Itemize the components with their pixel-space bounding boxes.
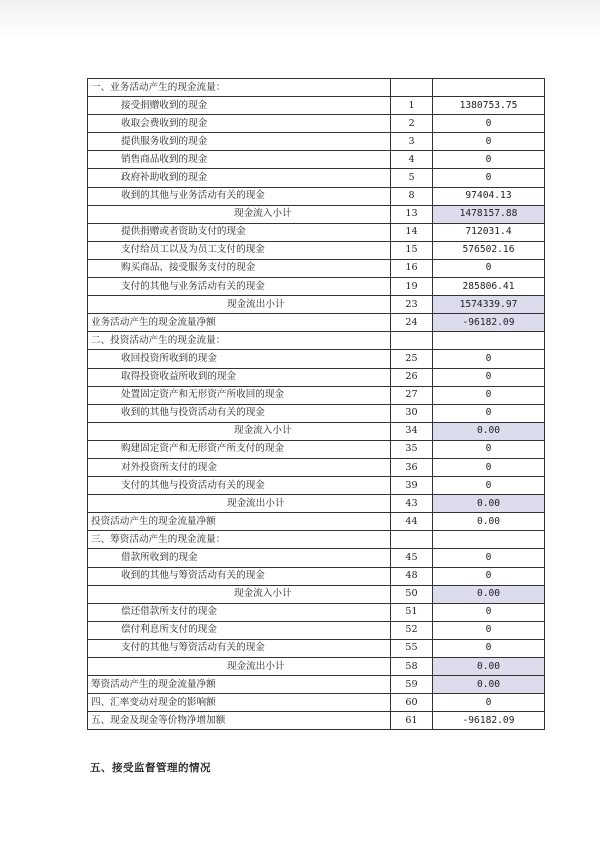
table-row — [88, 115, 545, 133]
row-line-number: 19 — [391, 278, 433, 296]
table-row — [88, 531, 545, 549]
row-label: 支付的其他与业务活动有关的现金 — [88, 278, 391, 296]
row-label: 处置固定资产和无形资产所收回的现金 — [88, 386, 391, 404]
row-label: 现金流入小计 — [88, 422, 391, 440]
table-row — [88, 513, 545, 531]
table-row — [88, 567, 545, 585]
scan-shadow — [0, 0, 600, 40]
table-row — [88, 241, 545, 259]
table-row — [88, 296, 545, 314]
row-line-number: 13 — [391, 205, 433, 223]
row-amount: 1380753.75 — [433, 97, 545, 115]
row-label: 四、汇率变动对现金的影响额 — [88, 694, 391, 712]
row-label: 偿还借款所支付的现金 — [88, 603, 391, 621]
row-amount: 0 — [433, 350, 545, 368]
row-line-number: 8 — [391, 187, 433, 205]
row-amount: 1574339.97 — [433, 296, 545, 314]
row-line-number: 36 — [391, 458, 433, 476]
row-line-number: 48 — [391, 567, 433, 585]
table-row — [88, 440, 545, 458]
row-label: 收到的其他与投资活动有关的现金 — [88, 404, 391, 422]
row-amount: 0 — [433, 133, 545, 151]
row-label: 取得投资收益所收到的现金 — [88, 368, 391, 386]
row-amount: 0 — [433, 259, 545, 277]
row-line-number: 59 — [391, 676, 433, 694]
row-amount: 0 — [433, 368, 545, 386]
row-amount: 0.00 — [433, 658, 545, 676]
row-line-number: 26 — [391, 368, 433, 386]
table-row — [88, 495, 545, 513]
row-line-number: 25 — [391, 350, 433, 368]
row-amount: 0 — [433, 151, 545, 169]
table-row — [88, 187, 545, 205]
row-amount: 0 — [433, 549, 545, 567]
table-row — [88, 205, 545, 223]
row-amount: 0 — [433, 169, 545, 187]
row-label: 收到的其他与业务活动有关的现金 — [88, 187, 391, 205]
row-line-number: 43 — [391, 495, 433, 513]
row-label: 二、投资活动产生的现金流量： — [88, 332, 391, 350]
row-line-number: 50 — [391, 585, 433, 603]
row-label: 现金流入小计 — [88, 585, 391, 603]
row-label: 政府补助收到的现金 — [88, 169, 391, 187]
row-line-number: 4 — [391, 151, 433, 169]
row-line-number: 24 — [391, 314, 433, 332]
table-row — [88, 133, 545, 151]
cash-flow-table — [87, 78, 545, 730]
table-row — [88, 458, 545, 476]
row-label: 一、业务活动产生的现金流量： — [88, 79, 391, 97]
table-row — [88, 676, 545, 694]
table-row — [88, 549, 545, 567]
row-label: 现金流入小计 — [88, 205, 391, 223]
row-amount: 0.00 — [433, 585, 545, 603]
row-amount — [433, 332, 545, 350]
row-line-number: 27 — [391, 386, 433, 404]
row-line-number: 30 — [391, 404, 433, 422]
row-label: 销售商品收到的现金 — [88, 151, 391, 169]
row-label: 收回投资所收到的现金 — [88, 350, 391, 368]
row-label: 五、现金及现金等价物净增加额 — [88, 712, 391, 730]
row-amount: 1478157.88 — [433, 205, 545, 223]
row-amount: -96182.09 — [433, 314, 545, 332]
row-line-number: 23 — [391, 296, 433, 314]
row-amount — [433, 79, 545, 97]
row-label: 现金流出小计 — [88, 658, 391, 676]
row-amount: 576502.16 — [433, 241, 545, 259]
row-amount: 97404.13 — [433, 187, 545, 205]
row-amount: 0 — [433, 477, 545, 495]
row-label: 购买商品、接受服务支付的现金 — [88, 259, 391, 277]
row-label: 三、筹资活动产生的现金流量： — [88, 531, 391, 549]
table-row — [88, 368, 545, 386]
row-amount: 0.00 — [433, 422, 545, 440]
table-row — [88, 97, 545, 115]
row-amount: 0 — [433, 404, 545, 422]
table-row — [88, 658, 545, 676]
row-line-number: 14 — [391, 223, 433, 241]
row-line-number: 1 — [391, 97, 433, 115]
table-row — [88, 223, 545, 241]
row-label: 提供服务收到的现金 — [88, 133, 391, 151]
section-heading: 五、接受监督管理的情况 — [90, 762, 211, 774]
table-row — [88, 694, 545, 712]
table-row — [88, 712, 545, 730]
row-line-number: 51 — [391, 603, 433, 621]
cash-flow-table-body — [88, 79, 545, 730]
table-row — [88, 332, 545, 350]
table-row — [88, 79, 545, 97]
row-amount: 0 — [433, 621, 545, 639]
row-label: 接受捐赠收到的现金 — [88, 97, 391, 115]
row-line-number: 55 — [391, 639, 433, 657]
row-line-number: 60 — [391, 694, 433, 712]
table-row — [88, 422, 545, 440]
row-line-number: 34 — [391, 422, 433, 440]
table-row — [88, 169, 545, 187]
table-row — [88, 350, 545, 368]
row-label: 业务活动产生的现金流量净额 — [88, 314, 391, 332]
table-row — [88, 477, 545, 495]
table-row — [88, 603, 545, 621]
table-row — [88, 259, 545, 277]
row-line-number: 39 — [391, 477, 433, 495]
row-amount: 0 — [433, 694, 545, 712]
row-amount: 0 — [433, 115, 545, 133]
row-amount: 0 — [433, 603, 545, 621]
row-label: 收取会费收到的现金 — [88, 115, 391, 133]
row-label: 支付的其他与筹资活动有关的现金 — [88, 639, 391, 657]
row-label: 收到的其他与筹资活动有关的现金 — [88, 567, 391, 585]
row-label: 对外投资所支付的现金 — [88, 458, 391, 476]
row-label: 借款所收到的现金 — [88, 549, 391, 567]
row-line-number: 35 — [391, 440, 433, 458]
row-amount: 0 — [433, 567, 545, 585]
row-amount: 0 — [433, 458, 545, 476]
row-amount: -96182.09 — [433, 712, 545, 730]
row-amount: 0.00 — [433, 495, 545, 513]
row-label: 偿付利息所支付的现金 — [88, 621, 391, 639]
row-line-number: 44 — [391, 513, 433, 531]
table-row — [88, 585, 545, 603]
row-line-number: 45 — [391, 549, 433, 567]
table-row — [88, 404, 545, 422]
row-amount: 0 — [433, 386, 545, 404]
row-line-number: 15 — [391, 241, 433, 259]
row-amount — [433, 531, 545, 549]
row-line-number: 16 — [391, 259, 433, 277]
table-row — [88, 314, 545, 332]
row-amount: 285806.41 — [433, 278, 545, 296]
row-label: 支付的其他与投资活动有关的现金 — [88, 477, 391, 495]
row-amount: 0 — [433, 440, 545, 458]
table-row — [88, 151, 545, 169]
row-line-number: 2 — [391, 115, 433, 133]
row-line-number — [391, 79, 433, 97]
row-amount: 0.00 — [433, 513, 545, 531]
row-amount: 712031.4 — [433, 223, 545, 241]
row-label: 支付给员工以及为员工支付的现金 — [88, 241, 391, 259]
row-line-number — [391, 332, 433, 350]
table-row — [88, 386, 545, 404]
table-row — [88, 621, 545, 639]
row-line-number: 5 — [391, 169, 433, 187]
row-label: 投资活动产生的现金流量净额 — [88, 513, 391, 531]
row-label: 提供捐赠或者资助支付的现金 — [88, 223, 391, 241]
row-label: 筹资活动产生的现金流量净额 — [88, 676, 391, 694]
row-label: 现金流出小计 — [88, 495, 391, 513]
table-row — [88, 278, 545, 296]
row-line-number: 3 — [391, 133, 433, 151]
row-line-number: 61 — [391, 712, 433, 730]
row-amount: 0.00 — [433, 676, 545, 694]
row-line-number: 52 — [391, 621, 433, 639]
row-amount: 0 — [433, 639, 545, 657]
row-line-number: 58 — [391, 658, 433, 676]
row-label: 购建固定资产和无形资产所支付的现金 — [88, 440, 391, 458]
row-line-number — [391, 531, 433, 549]
row-label: 现金流出小计 — [88, 296, 391, 314]
table-row — [88, 639, 545, 657]
